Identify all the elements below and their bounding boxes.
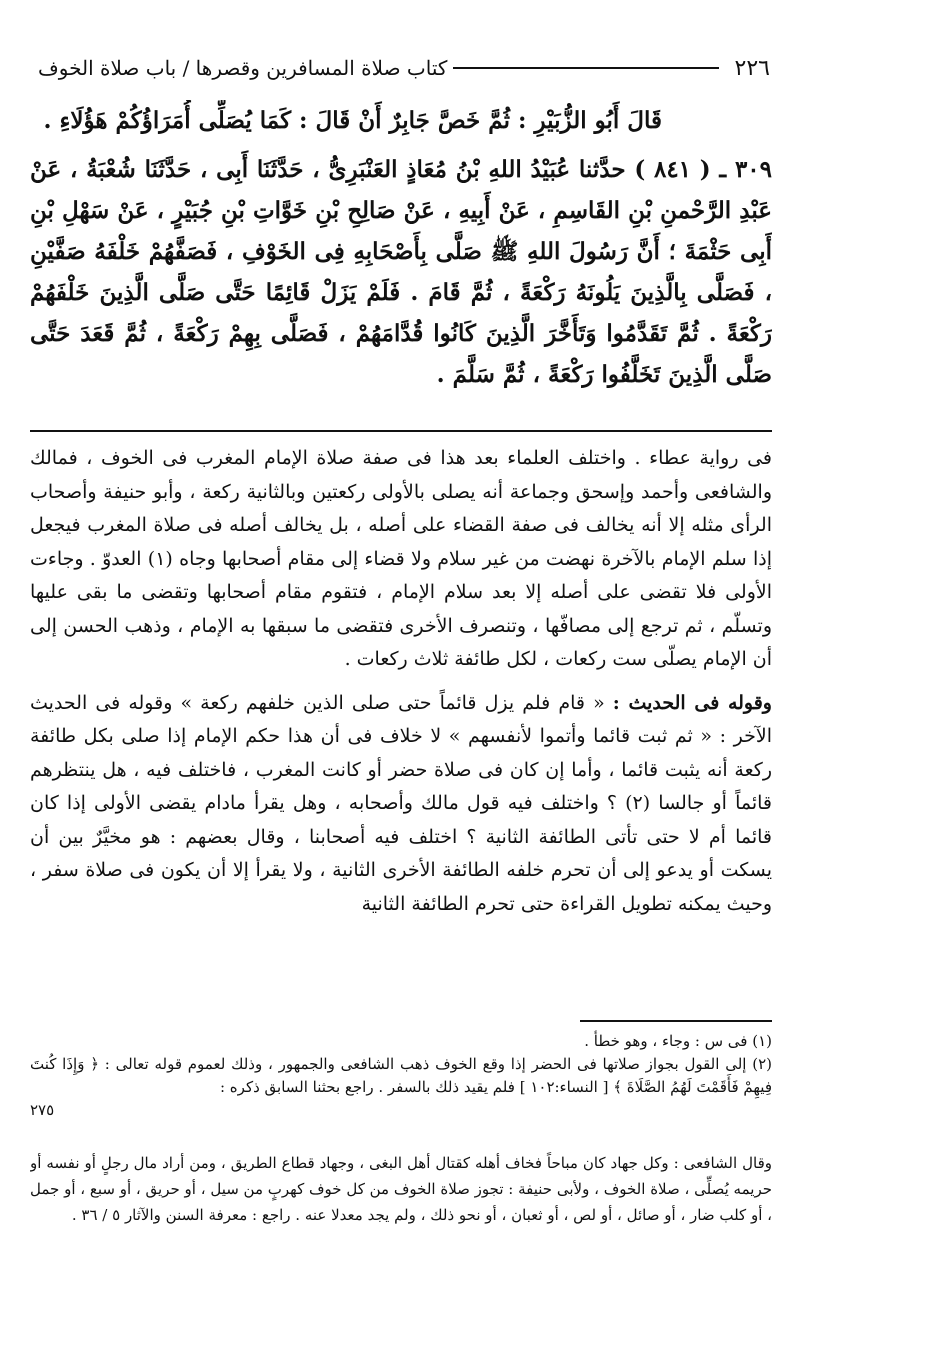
commentary (30, 442, 772, 1012)
hadith-intro: قَالَ أَبُو الزُّبَيْرِ : ثُمَّ خَصَّ جَابِرٌ أَنْ قَالَ : كَمَا يُصَلِّى أُمَرَاؤُكُمْ هَؤُلَاءِ . (43, 107, 662, 134)
running-title: كتاب صلاة المسافرين وقصرها / باب صلاة الخوف (38, 56, 448, 80)
additional-note (30, 1150, 772, 1290)
hadith-text (30, 100, 772, 422)
footnotes (30, 1030, 772, 1135)
page-header (38, 48, 770, 88)
commentary-paragraph-2-body: « قام فلم يزل قائماً حتى صلى الذين خلفهم ركعة » وقوله فى الحديث الآخر : « ثم ثبت قائما وأتموا لأنفسهم » لا خلاف فى أن هذا حكم الإمام إذا صلى بكل طائفة ركعة أنه يثبت قائما ، وأما إن كان فى صلاة حضر أو كانت المغرب ، فاختلف فيه ، هل ينتظرهم قائماً أو جالسا (٢) ؟ واختلف فيه قول مالك وأصحابه ، وهل يقرأ مادام يقضى الأولى إذا كان قائما أم لا حتى تأتى الطائفة الثانية ؟ اختلف فيه أصحابنا ، وقال بعضهم : هو مخيَّرٌ بين أن يسكت أو يدعو إلى أن تحرم خلفه الطائفة الأخرى الثانية ، ولا يقرأ إلا أن يكون فى صلاة سفر ، وحيث يمكنه تطويل القراءة حتى تحرم الطائفة الثانية (30, 691, 772, 915)
commentary-paragraph-1: فى رواية عطاء . واختلف العلماء بعد هذا فى صفة صلاة الإمام المغرب فى الخوف ، فمالك والشافعى وأحمد وإسحق وجماعة أنه يصلى بالأولى ركعتين وبالثانية ركعة ، وأبو حنيفة وأصحاب الرأى مثله إلا أنه يخالف فى صفة القضاء على أصله ، بل يخالف أصله فى صلاة المغرب فيجعل إذا سلم الإمام بالآخرة نهضت من غير سلام ولا قضاء إلى مقام أصحابها وجاه (١) العدوّ . وجاءت الأولى فلا تقضى على أصله إلا بعد سلام الإمام ، فتقوم مقام أصحابها وتقضى ما بقى عليها وتسلّم ، ثم ترجع إلى مصافّها ، وتنصرف الأخرى فتقضى ما سبقها به الإمام ، وذهب الحسن إلى أن الإمام يصلّى ست ركعات ، لكل طائفة ثلاث ركعات . (30, 447, 772, 670)
footnote-2: (٢) إلى القول بجواز صلاتها فى الحضر إذا وقع الخوف ذهب الشافعى والجمهور ، وذلك لعموم قوله تعالى : ﴿ وَإِذَا كُنتَ فِيهِمْ فَأَقَمْتَ لَهُمُ الصَّلَاةَ ﴾ [ النساء:١٠٢ ] فلم يقيد ذلك بالسفر . راجع بحثنا السابق ذكره : (30, 1055, 772, 1096)
commentary-paragraph-2 (30, 687, 772, 922)
hadith-main: ٣٠٩ ـ ( ٨٤١ ) حدَّثنا عُبَيْدُ اللهِ بْنُ مُعَاذٍ العَنْبَرِىُّ ، حَدَّثَنَا أَبِى ، حَدَّثَنَا شُعْبَةُ ، عَنْ عَبْدِ الرَّحْمنِ بْنِ القَاسِمِ ، عَنْ أَبِيهِ ، عَنْ صَالِحِ بْنِ خَوَّاتِ بْنِ جُبَيْرٍ ، عَنْ سَهْلِ بْنِ أَبِى حَثْمَةَ ؛ أَنَّ رَسُولَ اللهِ ﷺ صَلَّى بِأَصْحَابِهِ فِى الخَوْفِ ، فَصَفَّهُمْ خَلْفَهُ صَفَّيْنِ ، فَصَلَّى بِالَّذِينَ يَلُونَهُ رَكْعَةً ، ثُمَّ قَامَ . فَلَمْ يَزَلْ قَائِمًا حَتَّى صَلَّى الَّذِينَ خَلْفَهُمْ رَكْعَةً . ثُمَّ تَقَدَّمُوا وَتَأَخَّرَ الَّذِينَ كَانُوا قُدَّامَهُمْ ، فَصَلَّى بِهِمْ رَكْعَةً ، ثُمَّ قَعَدَ حَتَّى صَلَّى الَّذِينَ تَخَلَّفُوا رَكْعَةً ، ثُمَّ سَلَّمَ . (30, 156, 772, 388)
section-divider (30, 430, 772, 432)
footnote-2-reference: ٢٧٥ (30, 1101, 55, 1119)
header-rule (453, 67, 718, 69)
additional-note-text: وقال الشافعى : وكل جهاد كان مباحاً فخاف أهله كقتال أهل البغى ، وجهاد قطاع الطريق ، ومن أراد مال رجلٍ أو نفسه أو حريمه يُصلِّى ، صلاة الخوف ، ولأبى حنيفة : تجوز صلاة الخوف من كل خوف كهربٍ من سيل ، أو حريق ، أو سبع ، أو جمل ، أو كلب ضار ، أو صائل ، أو لص ، أو ثعبان ، أو نحو ذلك ، ولم يجد معدلا عنه . راجع : معرفة السنن والآثار ٥ / ٣٦ . (30, 1154, 772, 1224)
page-number: ٢٢٦ (734, 55, 770, 81)
commentary-lead: وقوله فى الحديث : (612, 691, 772, 714)
footnote-divider (580, 1020, 772, 1022)
footnote-1: (١) فى س : وجاء ، وهو خطأ . (584, 1032, 772, 1050)
